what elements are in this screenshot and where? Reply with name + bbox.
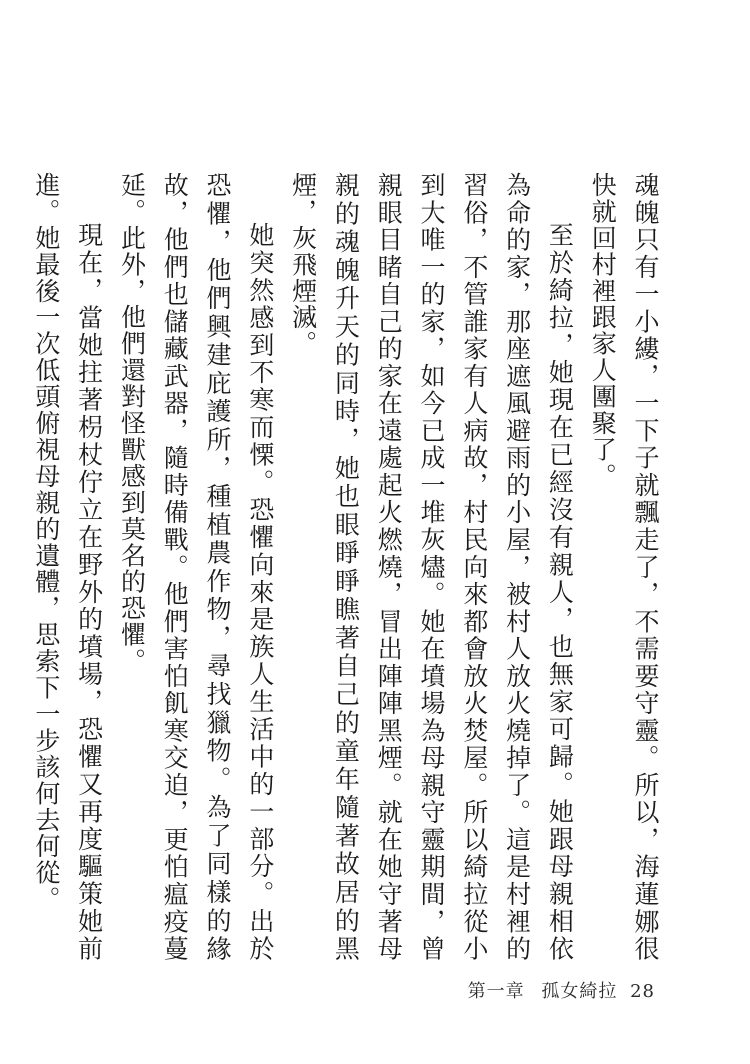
footer-chapter: 第一章: [467, 981, 525, 1002]
footer-title: 孤女綺拉: [541, 981, 618, 1002]
running-footer: [468, 977, 655, 1003]
vertical-body-text: [24, 172, 666, 962]
page-number: 28: [630, 981, 655, 1002]
paragraph-1: 魂魄只有一小縷，一下子就飄走了，不需要守靈。所以，海蓮娜很快就回村裡跟家人團聚了。: [588, 172, 660, 962]
paragraph-2: 至於綺拉，她現在已經沒有親人，也無家可歸。她跟母親相依為命的家，那座遮風避雨的小屋，被村人放火燒掉了。這是村裡的習俗，不管誰家有人病故，村民向來都會放火焚屋。所以綺拉從小到大唯一的家，如今已成一堆灰燼。她在墳場為母親守靈期間，曾親眼目睹自己的家在遠處起火燃燒，冒出陣陣黑煙。就在她守著母親的魂魄升天的同時，她也眼睜睜瞧著自己的童年隨著故居的黑煙，灰飛煙滅。: [288, 172, 575, 962]
paragraph-3: 她突然感到不寒而慄。恐懼向來是族人生活中的一部分。出於恐懼，他們興建庇護所，種植農作物，尋找獵物。為了同樣的緣故，他們也儲藏武器，隨時備戰。他們害怕飢寒交迫，更怕瘟疫蔓延。此外，他們還對怪獸感到莫名的恐懼。: [117, 172, 275, 962]
paragraph-4: 現在，當她拄著枴杖佇立在野外的墳場，恐懼又再度驅策她前進。她最後一次低頭俯視母親的遺體，思索下一步該何去何從。: [31, 172, 104, 962]
